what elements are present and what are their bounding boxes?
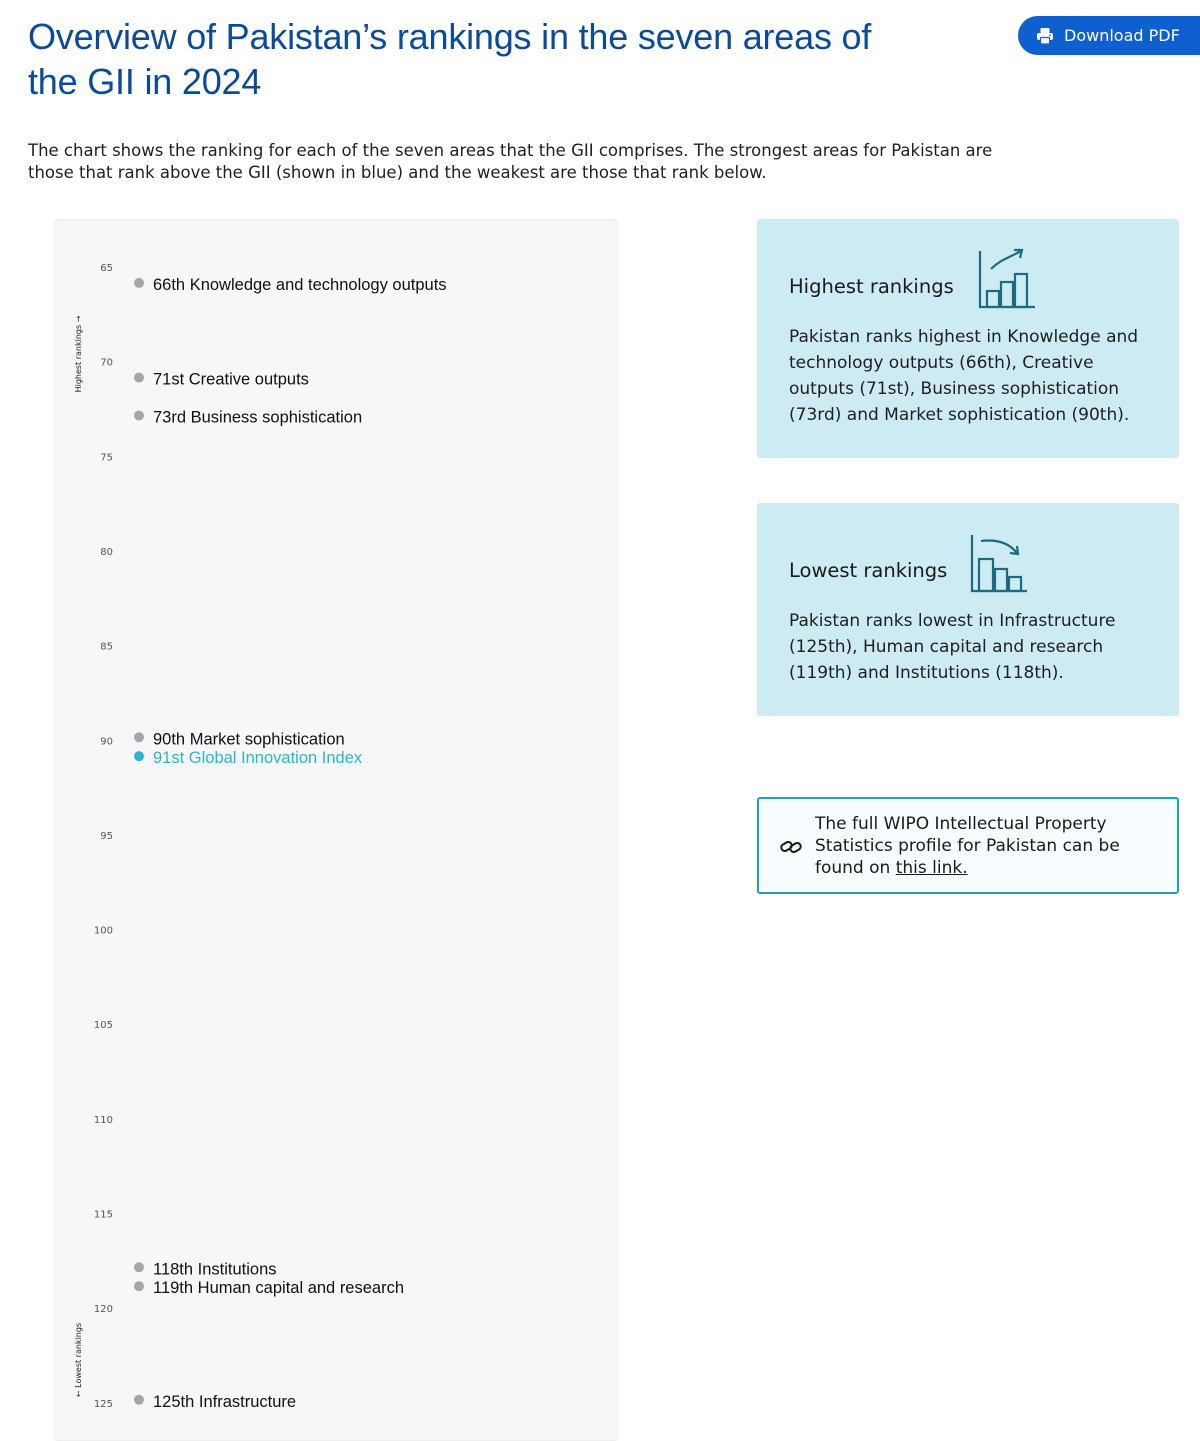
wipo-profile-link[interactable]: this link. — [895, 858, 968, 878]
page-title: Overview of Pakistan’s rankings in the seven areas of the GII in 2024 — [28, 16, 872, 102]
rank-point-label: 125th Infrastructure — [153, 1392, 297, 1411]
rank-point-label: 119th Human capital and research — [153, 1279, 405, 1298]
highest-rankings-text: Pakistan ranks highest in Knowledge and technology outputs (66th), Creative outputs (71st), Business sophistication (73rd) and Market sophistication (90th). — [789, 327, 1139, 425]
download-pdf-label: Download PDF — [1064, 26, 1180, 45]
download-pdf-button[interactable] — [1018, 16, 1200, 55]
y-tick-label: 75 — [100, 452, 113, 464]
y-tick-label: 95 — [100, 830, 113, 842]
highest-rankings-title: Highest rankings — [789, 275, 954, 298]
rank-point — [134, 373, 144, 383]
highest-rankings-card — [757, 219, 1179, 458]
y-tick-label: 110 — [93, 1114, 113, 1126]
rank-point-label: 118th Institutions — [153, 1260, 277, 1279]
lowest-rankings-card — [757, 503, 1179, 716]
lowest-rankings-title: Lowest rankings — [789, 559, 948, 582]
rank-point-label: 91st Global Innovation Index — [153, 749, 363, 768]
axis-note-lowest: ← Lowest rankings — [74, 1322, 83, 1398]
chart-up-icon — [975, 247, 1039, 315]
y-tick-label: 100 — [93, 925, 113, 937]
y-tick-label: 115 — [93, 1209, 113, 1221]
y-tick-label: 90 — [100, 736, 113, 748]
wipo-profile-text — [815, 813, 1165, 879]
rank-point-label: 71st Creative outputs — [153, 370, 309, 389]
rank-point-label: 66th Knowledge and technology outputs — [153, 275, 447, 294]
rankings-chart-svg — [55, 220, 617, 1440]
rank-point — [134, 732, 144, 742]
rankings-chart — [54, 219, 618, 1441]
link-icon — [779, 835, 803, 859]
rank-point — [134, 1395, 144, 1405]
axis-note-highest: Highest rankings → — [74, 315, 83, 393]
rank-point-label: 73rd Business sophistication — [153, 408, 363, 427]
rank-point-label: 90th Market sophistication — [153, 730, 345, 749]
printer-icon — [1036, 27, 1054, 45]
chart-description: The chart shows the ranking for each of the seven areas that the GII comprises. The strongest areas for Pakistan are those that rank above the GII (shown in blue) and the weakest are those that rank below. — [28, 141, 993, 182]
rank-point — [134, 1262, 144, 1272]
rank-point — [134, 278, 144, 288]
lowest-rankings-text: Pakistan ranks lowest in Infrastructure (125th), Human capital and research (119th) and Institutions (118th). — [789, 611, 1116, 683]
rank-point — [134, 410, 144, 420]
wipo-profile-sentence: The full WIPO Intellectual Property Statistics profile for Pakistan can be found on — [815, 814, 1120, 878]
rank-point — [134, 751, 144, 761]
y-tick-label: 70 — [100, 357, 113, 369]
chart-down-icon — [967, 531, 1031, 599]
y-tick-label: 120 — [93, 1304, 113, 1316]
y-tick-label: 80 — [100, 546, 113, 558]
y-tick-label: 65 — [100, 263, 113, 274]
wipo-profile-callout — [757, 797, 1179, 894]
rank-point — [134, 1281, 144, 1291]
y-tick-label: 85 — [100, 641, 113, 653]
y-tick-label: 105 — [93, 1020, 113, 1032]
y-tick-label: 125 — [93, 1398, 113, 1410]
